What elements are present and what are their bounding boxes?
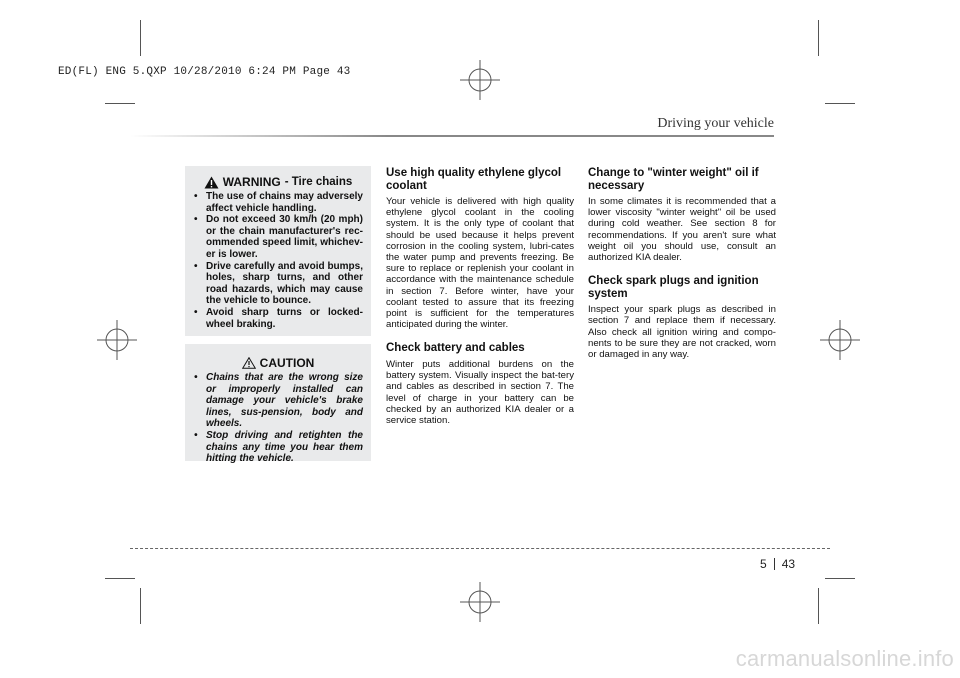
list-item: • Drive carefully and avoid bumps, holes, sharp turns, and other road hazards, which may cause the vehicle to bounce. — [189, 261, 363, 307]
warning-label: WARNING — [222, 175, 281, 189]
registration-mark — [460, 582, 500, 622]
section-heading: Change to "winter weight" oil if necessary — [588, 167, 759, 192]
watermark: carmanualsonline.info — [735, 646, 954, 671]
page-number-value: 43 — [781, 557, 796, 571]
footer-rule — [130, 548, 830, 549]
coolant-section — [386, 167, 574, 330]
list-item: • Do not exceed 30 km/h (20 mph) or the chain manufacturer's rec-ommended speed limit, whichev-er is lower. — [189, 214, 363, 260]
warning-heading — [185, 175, 371, 189]
section-body: Inspect your spark plugs as described in section 7 and replace them if necessary. Also check all ignition wiring and compo-nents to be sure they are not cracked, worn or damaged in any way. — [588, 304, 776, 361]
caution-heading — [185, 356, 371, 370]
list-item: • Avoid sharp turns or locked-wheel braking. — [189, 307, 363, 330]
list-item: • Chains that are the wrong size or improperly installed can damage your vehicle's brake lines, sus-pension, body and wheels. — [189, 372, 363, 430]
print-slug: ED(FL) ENG 5.QXP 10/28/2010 6:24 PM Page 43 — [58, 66, 351, 78]
list-item: • The use of chains may adversely affect vehicle handling. — [189, 191, 363, 214]
section-body: In some climates it is recommended that a lower viscosity "winter weight" oil be used during cold weather. See section 8 for recommendations. If you aren't sure what weight oil you should use, consult an authorized KIA dealer. — [588, 196, 776, 264]
crop-mark — [105, 578, 135, 579]
crop-mark — [140, 588, 141, 624]
crop-mark — [105, 103, 135, 104]
section-heading: Check battery and cables — [386, 342, 525, 355]
crop-mark — [825, 578, 855, 579]
right-column — [588, 167, 776, 372]
page-header-title: Driving your vehicle — [657, 116, 774, 131]
page-number — [760, 557, 795, 571]
section-heading: Use high quality ethylene glycol coolant — [386, 167, 562, 192]
caution-triangle-icon — [242, 357, 256, 369]
crop-mark — [818, 20, 819, 56]
section-number: 5 — [760, 557, 767, 571]
registration-mark — [460, 60, 500, 100]
crop-mark — [140, 20, 141, 56]
list-item: • Stop driving and retighten the chains any time you hear them hitting the vehicle. — [189, 430, 363, 465]
crop-mark — [818, 588, 819, 624]
spark-plugs-section — [588, 275, 776, 360]
section-heading: Check spark plugs and ignition system — [588, 275, 759, 300]
caution-box — [185, 344, 371, 465]
oil-section — [588, 167, 776, 263]
warning-box — [185, 166, 371, 336]
middle-column — [386, 167, 574, 438]
battery-section — [386, 342, 574, 426]
section-body: Your vehicle is delivered with high quality ethylene glycol coolant in the cooling system. It is the only type of coolant that should be used because it helps prevent corrosion in the cooling system, lubri-cates the water pump and prevents freezing. Be sure to replace or replenish your coolant in accordance with the maintenance schedule in section 7. Before winter, have your coolant tested to assure that its freezing point is sufficient for the temperatures anticipated during the winter. — [386, 196, 574, 331]
crop-mark — [825, 103, 855, 104]
section-body: Winter puts additional burdens on the battery system. Visually inspect the bat-tery and cables as described in section 7. The level of charge in your battery can be checked by an authorized KIA dealer or a service station. — [386, 358, 574, 426]
caution-list — [185, 372, 371, 465]
warning-triangle-icon — [204, 176, 219, 189]
warning-list — [185, 191, 371, 330]
page-number-divider — [774, 558, 775, 570]
registration-mark — [97, 320, 137, 360]
registration-mark — [820, 320, 860, 360]
caution-label: CAUTION — [259, 356, 315, 370]
warning-subtitle: - Tire chains — [284, 176, 353, 188]
header-rule — [130, 135, 774, 137]
